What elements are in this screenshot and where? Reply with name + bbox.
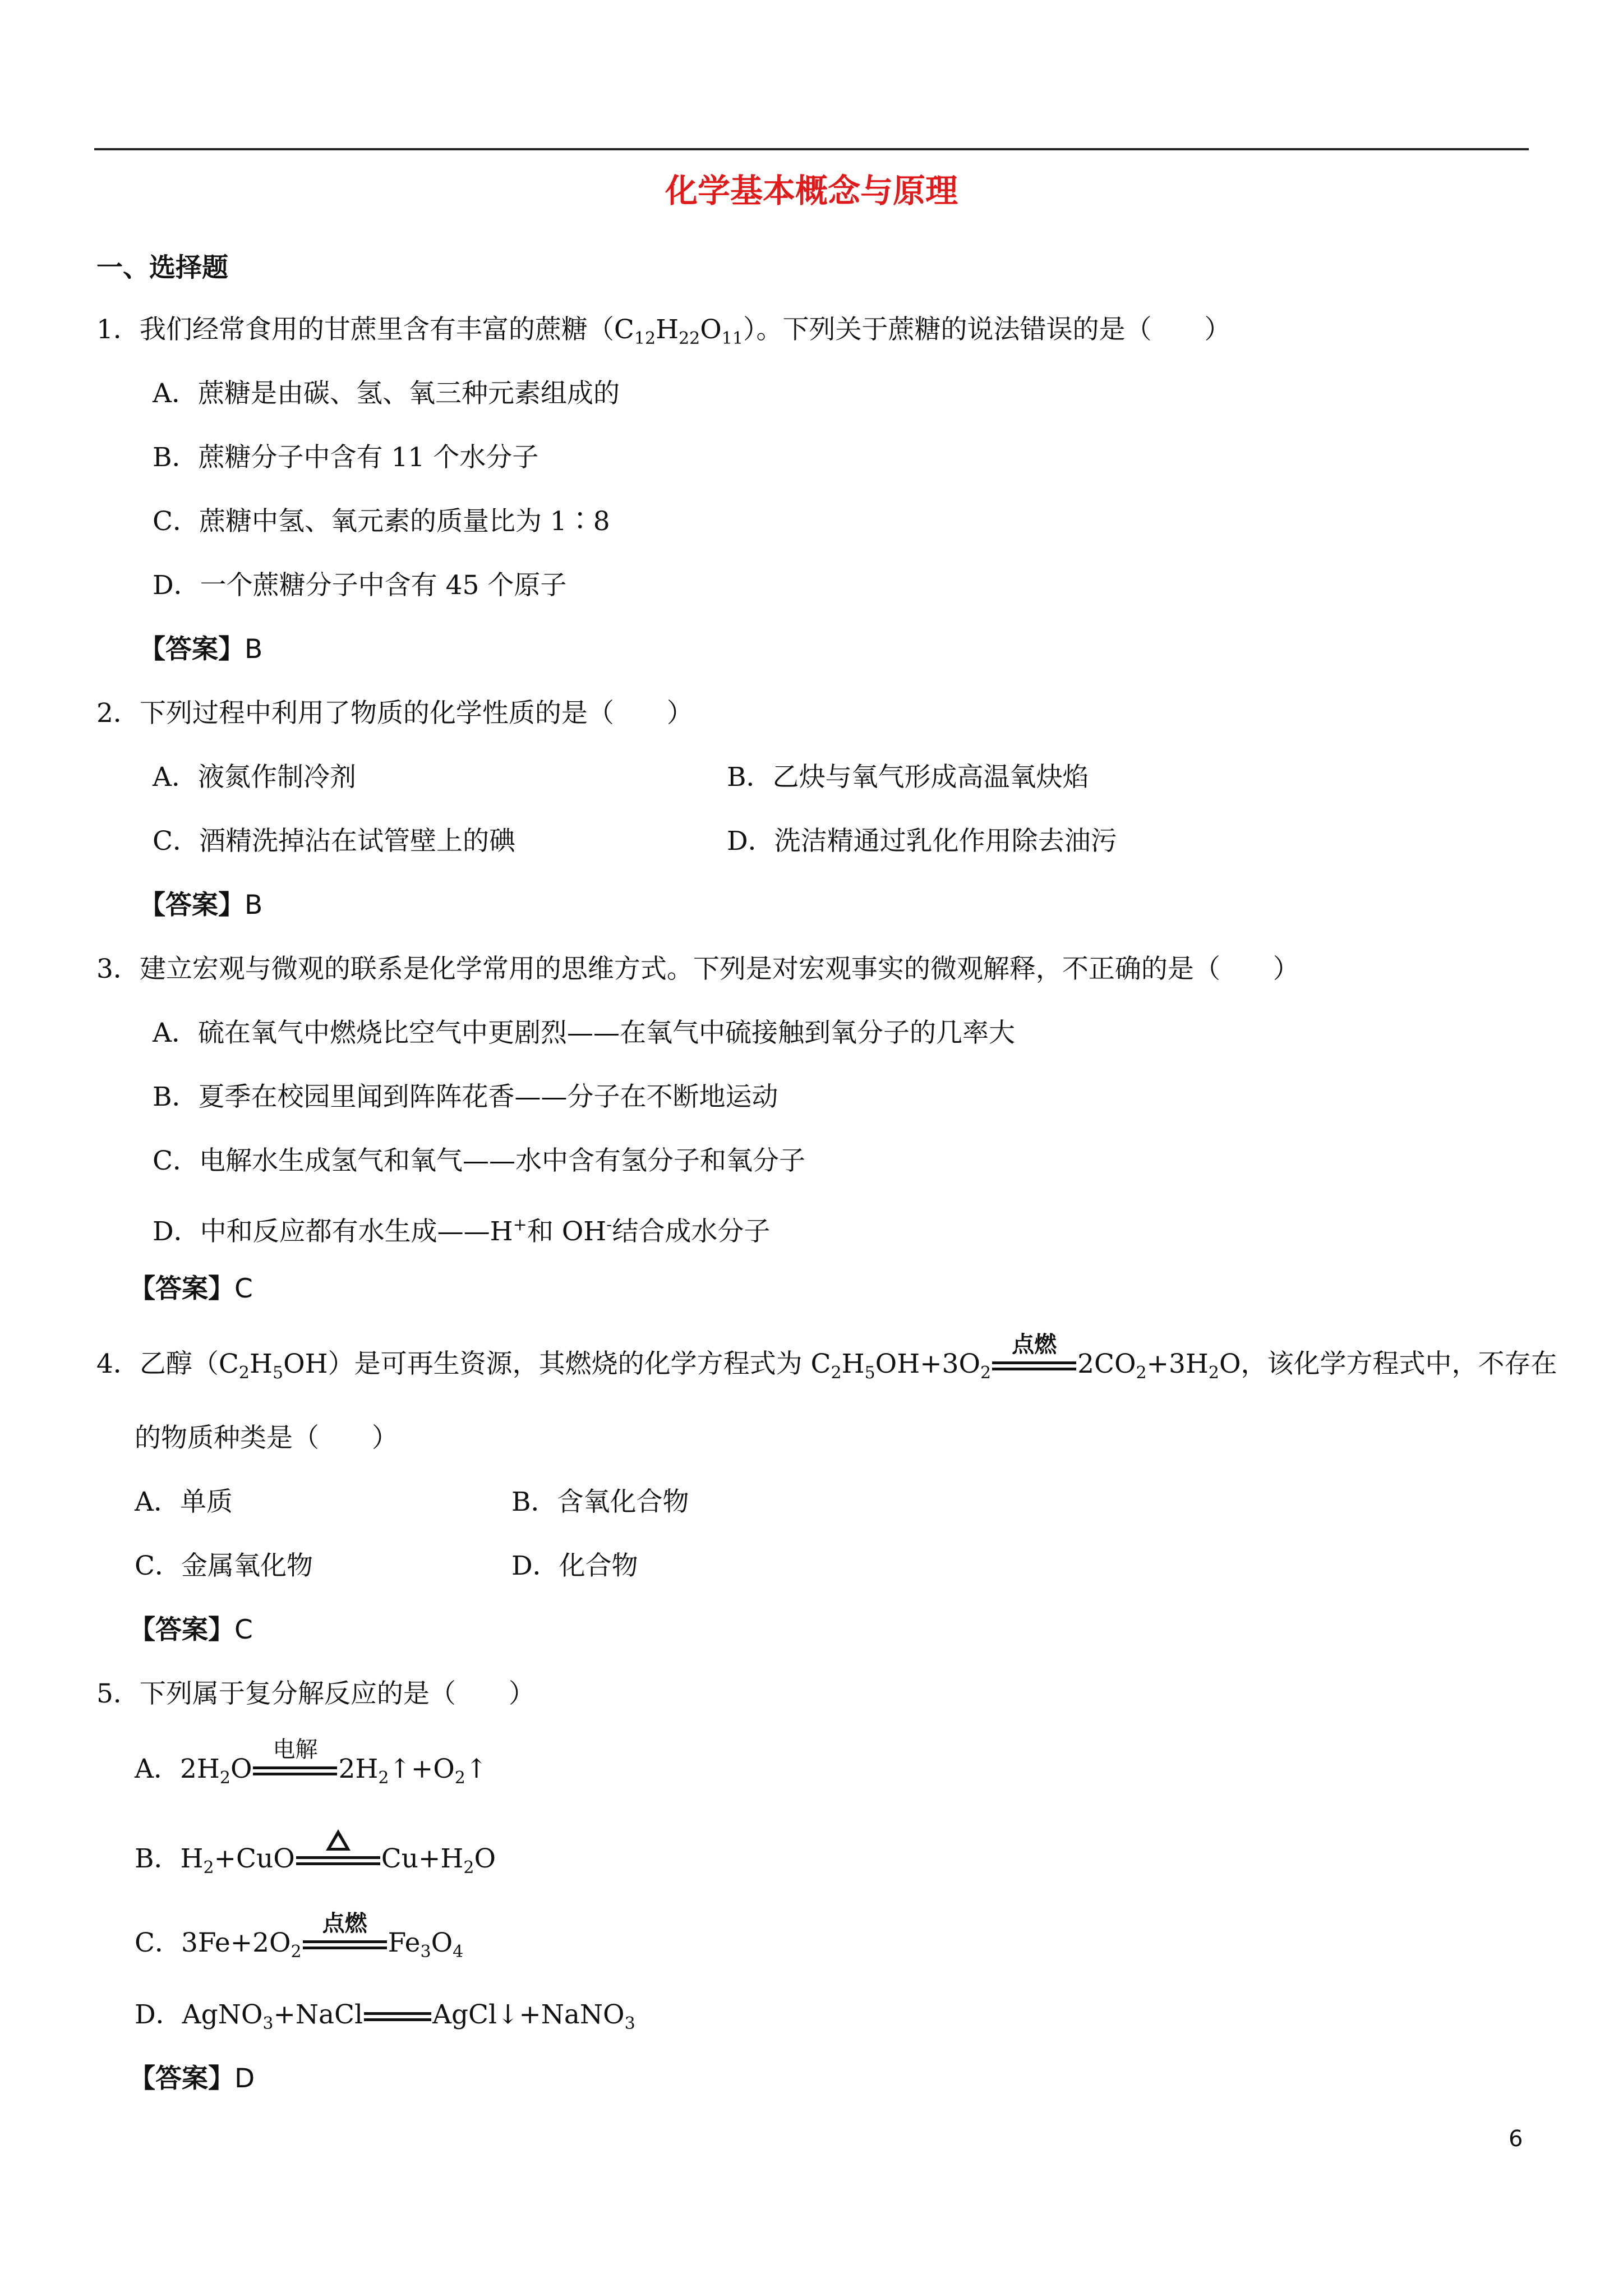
question-2-option-d: D．洗洁精通过乳化作用除去油污 — [727, 826, 1117, 857]
question-2-option-a: A．液氮作制冷剂 — [153, 762, 356, 793]
question-4-option-d: D．化合物 — [511, 1550, 638, 1581]
question-3-option-a: A．硫在氧气中燃烧比空气中更剧烈——在氧气中硫接触到氧分子的几率大 — [153, 1018, 1015, 1048]
question-1-option-d: D．一个蔗糖分子中含有 45 个原子 — [153, 570, 567, 601]
reaction-condition: 电解 — [273, 1737, 318, 1763]
question-3-option-d: D．中和反应都有水生成——H+和 OH-结合成水分子 — [153, 1215, 771, 1247]
page-number: 6 — [1509, 2126, 1523, 2152]
section-heading: 一、选择题 — [96, 252, 228, 283]
question-5-option-b: B．$H_2+CuO$ $Cu+H_2O$ — [135, 1842, 496, 1885]
question-3-answer: 【答案】C — [129, 1273, 253, 1304]
question-1-option-c: C．蔗糖中氢、氧元素的质量比为 1∶8 — [153, 506, 610, 537]
question-5-stem: 5．下列属于复分解反应的是（ ） — [96, 1678, 535, 1709]
question-1-stem: 1．我们经常食用的甘蔗里含有丰富的蔗糖$(C_{12}H_{22}O_{11})$。下列关于蔗糖的说法错误的是（ ） — [96, 314, 1231, 348]
question-2-answer: 【答案】B — [139, 890, 263, 921]
question-2-option-b: B．乙炔与氧气形成高温氧炔焰 — [727, 762, 1089, 793]
question-1-option-b: B．蔗糖分子中含有 11 个水分子 — [153, 442, 539, 473]
reaction-equals-sign — [296, 1855, 380, 1866]
question-3-option-b: B．夏季在校园里闻到阵阵花香——分子在不断地运动 — [153, 1082, 778, 1112]
reaction-condition: 点燃 — [1012, 1332, 1057, 1358]
question-4-stem-continued: 的物质种类是（ ） — [135, 1423, 398, 1453]
question-4-stem: 4．乙醇$(C_2H_5OH)$是可再生资源，其燃烧的化学方程式为 $C_2H_5OH+3O_2$ 点燃 $2CO_2+3H_2O$，该化学方程式中，不存在 — [96, 1332, 1557, 1383]
reaction-equals-sign — [253, 1737, 337, 1777]
question-3-stem: 3．建立宏观与微观的联系是化学常用的思维方式。下列是对宏观事实的微观解释，不正确的是（ ） — [96, 954, 1299, 984]
reaction-equals-sign — [992, 1332, 1076, 1372]
question-5-option-c: C．$3Fe+2O_2$ 点燃 $Fe_3O_4$ — [135, 1911, 464, 1962]
reaction-condition: 点燃 — [322, 1911, 367, 1936]
question-5-answer: 【答案】D — [129, 2063, 255, 2094]
question-5-option-d: D．AgNO$_3$+NaCl AgCl↓+NaNO$_3$ — [135, 1999, 635, 2033]
question-1-option-a: A．蔗糖是由碳、氢、氧三种元素组成的 — [153, 378, 620, 409]
question-1-answer: 【答案】B — [139, 634, 263, 665]
question-3-option-c: C．电解水生成氢气和氧气——水中含有氢分子和氧分子 — [153, 1145, 805, 1176]
reaction-equals-sign — [364, 2011, 431, 2022]
question-2-stem: 2．下列过程中利用了物质的化学性质的是（ ） — [96, 698, 693, 729]
question-4-option-b: B．含氧化合物 — [511, 1487, 689, 1517]
page-title: 化学基本概念与原理 — [665, 172, 958, 210]
question-4-option-c: C．金属氧化物 — [135, 1550, 313, 1581]
reaction-equals-sign — [303, 1911, 387, 1950]
header-rule — [94, 148, 1529, 150]
question-4-option-a: A．单质 — [135, 1487, 233, 1517]
question-4-answer: 【答案】C — [129, 1614, 253, 1645]
question-5-option-a: A．$2H_2O$ 电解 $2H_2↑+O_2↑$ — [135, 1737, 488, 1788]
heat-triangle-icon — [326, 1829, 351, 1851]
question-2-option-c: C．酒精洗掉沾在试管壁上的碘 — [153, 826, 515, 857]
